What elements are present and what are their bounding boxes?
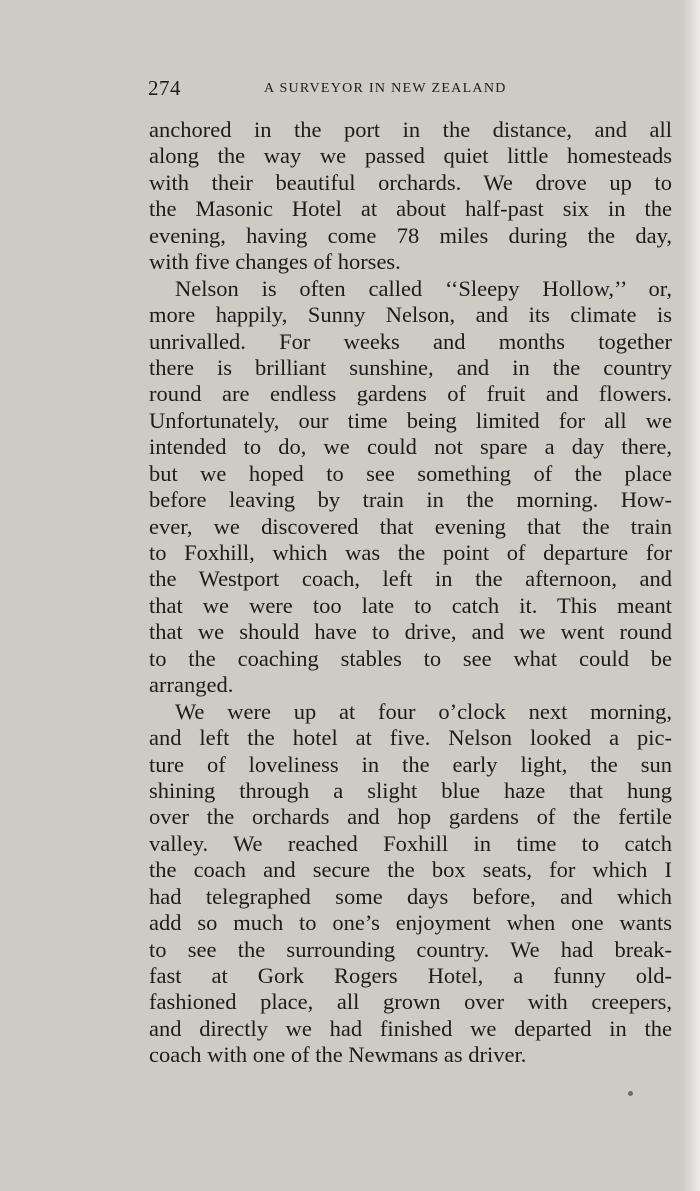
text-line: fast at Gork Rogers Hotel, a funny old- (149, 963, 672, 988)
text-line: round are endless gardens of fruit and flowers. (149, 381, 672, 407)
text-line: We were up at four o’clock next morning, (175, 698, 672, 724)
text-line: anchored in the port in the distance, and all (149, 117, 672, 142)
text-line: over the orchards and hop gardens of the fertile (149, 804, 672, 830)
text-line: before leaving by train in the morning. How- (149, 487, 672, 513)
text-line: that we were too late to catch it. This meant (149, 592, 672, 618)
text-line: had telegraphed some days before, and which (149, 883, 672, 909)
text-line: shining through a slight blue haze that hung (149, 777, 672, 803)
text-line: that we should have to drive, and we went round (149, 619, 672, 645)
text-line: coach with one of the Newmans as driver. (149, 1042, 527, 1068)
text-line: to the coaching stables to see what could be (149, 645, 672, 671)
running-head (148, 76, 568, 104)
text-line: with their beautiful orchards. We drove up to (149, 169, 672, 195)
body-text (149, 117, 672, 1069)
text-line: add so much to one’s enjoyment when one wants (149, 910, 672, 936)
text-line: fashioned place, all grown over with creepers, (149, 989, 672, 1015)
text-line: intended to do, we could not spare a day there, (149, 434, 672, 460)
text-line: to Foxhill, which was the point of departure for (149, 540, 672, 565)
text-line: there is brilliant sunshine, and in the country (149, 354, 672, 380)
text-line: Unfortunately, our time being limited for all we (149, 407, 672, 433)
text-line: arranged. (149, 672, 234, 698)
page-number: 274 (148, 76, 181, 100)
text-line: along the way we passed quiet little homesteads (149, 143, 672, 169)
text-line: to see the surrounding country. We had break- (149, 936, 672, 962)
text-line: valley. We reached Foxhill in time to catch (149, 830, 672, 856)
text-line: more happily, Sunny Nelson, and its climate is (149, 302, 672, 328)
text-line: but we hoped to see something of the place (149, 460, 672, 486)
page-edge (682, 0, 700, 1191)
running-title: A SURVEYOR IN NEW ZEALAND (264, 81, 507, 96)
text-line: Nelson is often called ‘‘Sleepy Hollow,’’ or, (175, 275, 672, 301)
text-line: evening, having come 78 miles during the day, (149, 222, 672, 248)
text-line: and directly we had finished we departed in the (149, 1015, 672, 1041)
text-line: ever, we discovered that evening that the train (149, 513, 672, 539)
text-line: the Masonic Hotel at about half-past six in the (149, 196, 672, 222)
text-line: ture of loveliness in the early light, the sun (149, 751, 672, 777)
text-line: and left the hotel at five. Nelson looked a pic- (149, 725, 672, 751)
text-line: unrivalled. For weeks and months together (149, 328, 672, 354)
ink-speck (628, 1091, 633, 1096)
text-line: the Westport coach, left in the afternoon, and (149, 566, 672, 592)
text-line: with five changes of horses. (149, 249, 401, 275)
text-line: the coach and secure the box seats, for which I (149, 857, 672, 883)
